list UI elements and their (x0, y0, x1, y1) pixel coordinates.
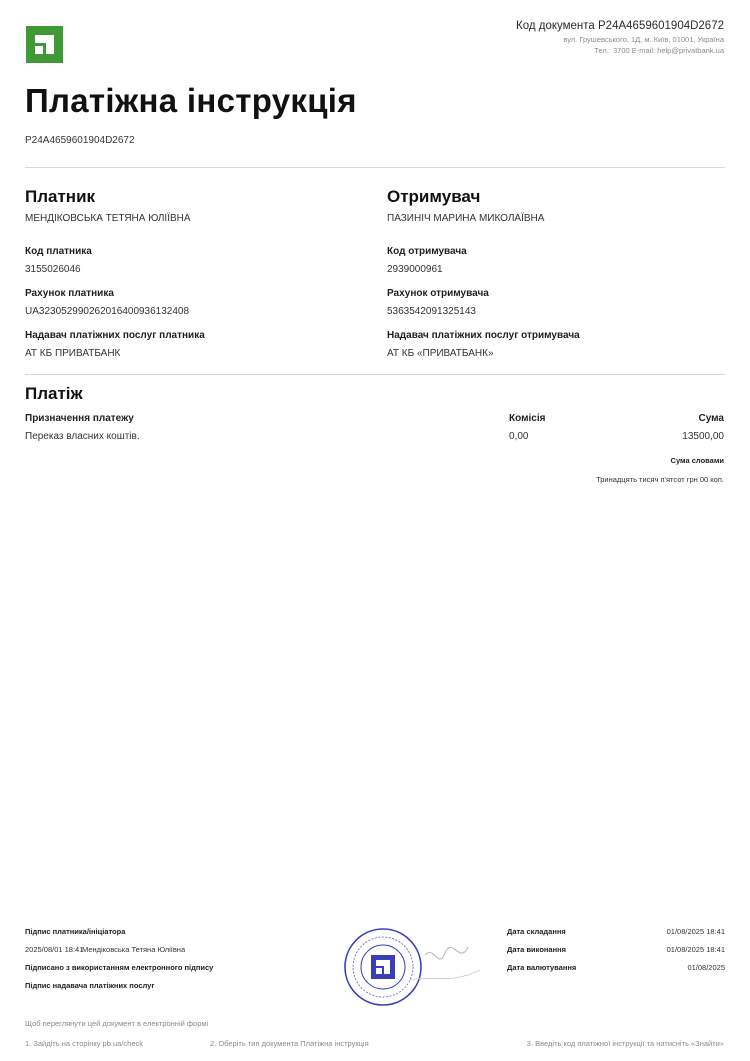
recipient-account-label: Рахунок отримувача (387, 288, 489, 299)
payer-provider-label: Надавач платіжних послуг платника (25, 330, 205, 341)
document-id: P24A4659601904D2672 (25, 135, 135, 146)
recipient-code-label: Код отримувача (387, 246, 467, 257)
divider (25, 167, 725, 168)
date-value: 01/08/2025 (687, 963, 725, 972)
fee-label: Комісія (509, 413, 546, 424)
recipient-code: 2939000961 (387, 264, 443, 275)
sum-label: Сума (698, 413, 724, 424)
dates-block (507, 927, 725, 981)
payment-heading: Платіж (25, 384, 83, 403)
recipient-heading: Отримувач (387, 187, 481, 206)
payer-heading: Платник (25, 187, 96, 206)
header-info (516, 20, 724, 56)
divider (25, 374, 725, 375)
payer-provider: АТ КБ ПРИВАТБАНК (25, 348, 121, 359)
sum-words: Тринадцять тисяч п'ятсот грн 00 коп. (596, 475, 724, 484)
payer-sign-date: 2025/08/01 18:41 (25, 945, 84, 954)
sum-value: 13500,00 (682, 431, 724, 442)
payer-code: 3155026046 (25, 264, 81, 275)
sum-words-label: Сума словами (670, 456, 724, 465)
date-label: Дата складання (507, 927, 566, 936)
payer-name: МЕНДІКОВСЬКА ТЕТЯНА ЮЛІЇВНА (25, 213, 191, 224)
payer-account: UA323052990262016400936132408 (25, 306, 190, 317)
date-label: Дата виконання (507, 945, 567, 954)
payer-account-label: Рахунок платника (25, 288, 114, 299)
payer-sign-label: Підпис платника/ініціатора (25, 927, 126, 936)
bank-address: вул. Грушевського, 1Д, м. Київ, 01001, Україна (563, 35, 724, 44)
recipient-provider: АТ КБ «ПРИВАТБАНК» (387, 348, 494, 359)
date-row (507, 927, 725, 945)
footer-step-1: 1. Зайдіть на сторінку pb.ua/check (25, 1039, 143, 1048)
privatbank-logo-icon (26, 26, 63, 63)
recipient-provider-label: Надавач платіжних послуг отримувача (387, 330, 580, 341)
date-value: 01/08/2025 18:41 (666, 927, 725, 936)
date-value: 01/08/2025 18:41 (666, 945, 725, 954)
fee-value: 0,00 (509, 431, 529, 442)
recipient-name: ПАЗИНІЧ МАРИНА МИКОЛАЇВНА (387, 213, 545, 224)
recipient-account: 5363542091325143 (387, 306, 476, 317)
purpose-label: Призначення платежу (25, 413, 134, 424)
bank-contacts: Тел.: 3700 E-mail: help@privatbank.ua (594, 46, 724, 55)
footer-step-2: 2. Оберіть тип документа Платіжна інструкція (210, 1039, 369, 1048)
purpose-value: Переказ власних коштів. (25, 431, 140, 442)
date-row (507, 945, 725, 963)
esign-note: Підписано з використанням електронного підпису (25, 963, 214, 972)
footer-step-3: 3. Введіть код платіжної інструкції та натисніть «Знайти» (526, 1039, 724, 1048)
payer-sign-name: Мендіковська Тетяна Юліївна (82, 945, 186, 954)
footer-intro: Щоб переглянути цей документ в електронній формі (25, 1019, 209, 1028)
bank-stamp (340, 925, 490, 1010)
date-label: Дата валютування (507, 963, 577, 972)
date-row (507, 963, 725, 981)
payer-code-label: Код платника (25, 246, 92, 257)
provider-sign-label: Підпис надавача платіжних послуг (25, 981, 155, 990)
document-code: Код документа P24A4659601904D2672 (516, 20, 724, 32)
page-title: Платіжна інструкція (25, 82, 357, 119)
